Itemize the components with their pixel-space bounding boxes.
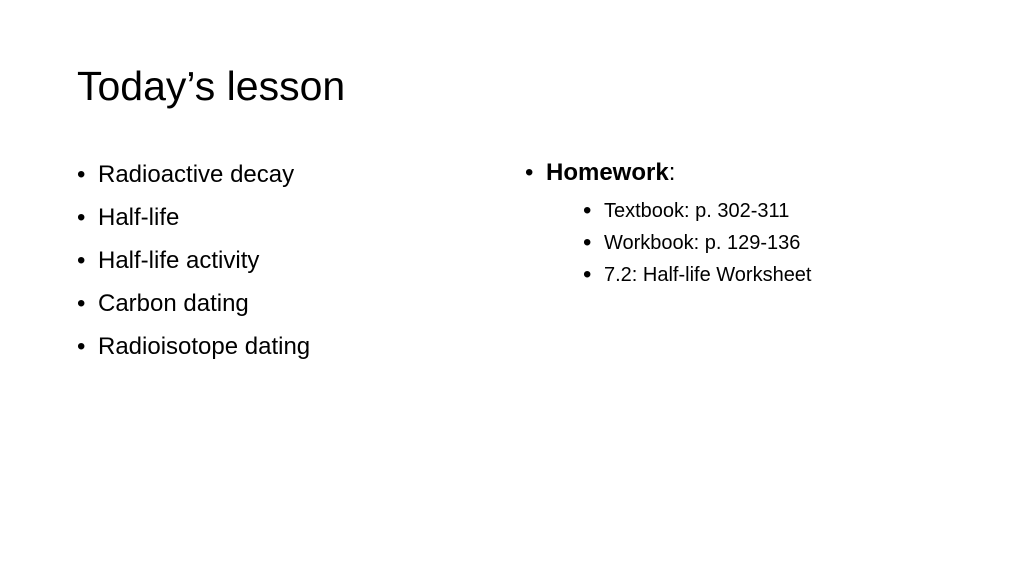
list-item bbox=[77, 239, 477, 282]
list-item-label: Half-life bbox=[98, 204, 180, 231]
bullet-icon: • bbox=[583, 229, 592, 256]
homework-heading-item bbox=[525, 153, 985, 291]
list-item-label: 7.2: Half-life Worksheet bbox=[604, 264, 812, 286]
list-item bbox=[77, 153, 477, 196]
list-item-label: Radioactive decay bbox=[98, 161, 295, 188]
list-item-label: Carbon dating bbox=[98, 290, 249, 317]
homework-sublist bbox=[546, 195, 985, 291]
list-item bbox=[77, 282, 477, 325]
lesson-topics-list bbox=[77, 153, 477, 368]
list-item bbox=[77, 325, 477, 368]
bullet-icon: • bbox=[525, 159, 534, 186]
homework-heading-colon: : bbox=[668, 159, 676, 186]
bullet-icon: • bbox=[583, 197, 592, 224]
list-item bbox=[77, 196, 477, 239]
list-item bbox=[583, 259, 985, 291]
bullet-icon: • bbox=[77, 204, 86, 231]
bullet-icon: • bbox=[77, 247, 86, 274]
list-item bbox=[583, 195, 985, 227]
list-item bbox=[583, 227, 985, 259]
list-item-label: Radioisotope dating bbox=[98, 333, 311, 360]
bullet-icon: • bbox=[77, 290, 86, 317]
bullet-icon: • bbox=[77, 333, 86, 360]
slide-title: Today’s lesson bbox=[77, 63, 346, 109]
bullet-icon: • bbox=[583, 261, 592, 288]
bullet-icon: • bbox=[77, 161, 86, 188]
list-item-label: Textbook: p. 302-311 bbox=[604, 200, 790, 222]
homework-list bbox=[525, 153, 985, 291]
homework-heading: Homework bbox=[546, 159, 669, 186]
list-item-label: Workbook: p. 129-136 bbox=[604, 232, 801, 254]
list-item-label: Half-life activity bbox=[98, 247, 260, 274]
